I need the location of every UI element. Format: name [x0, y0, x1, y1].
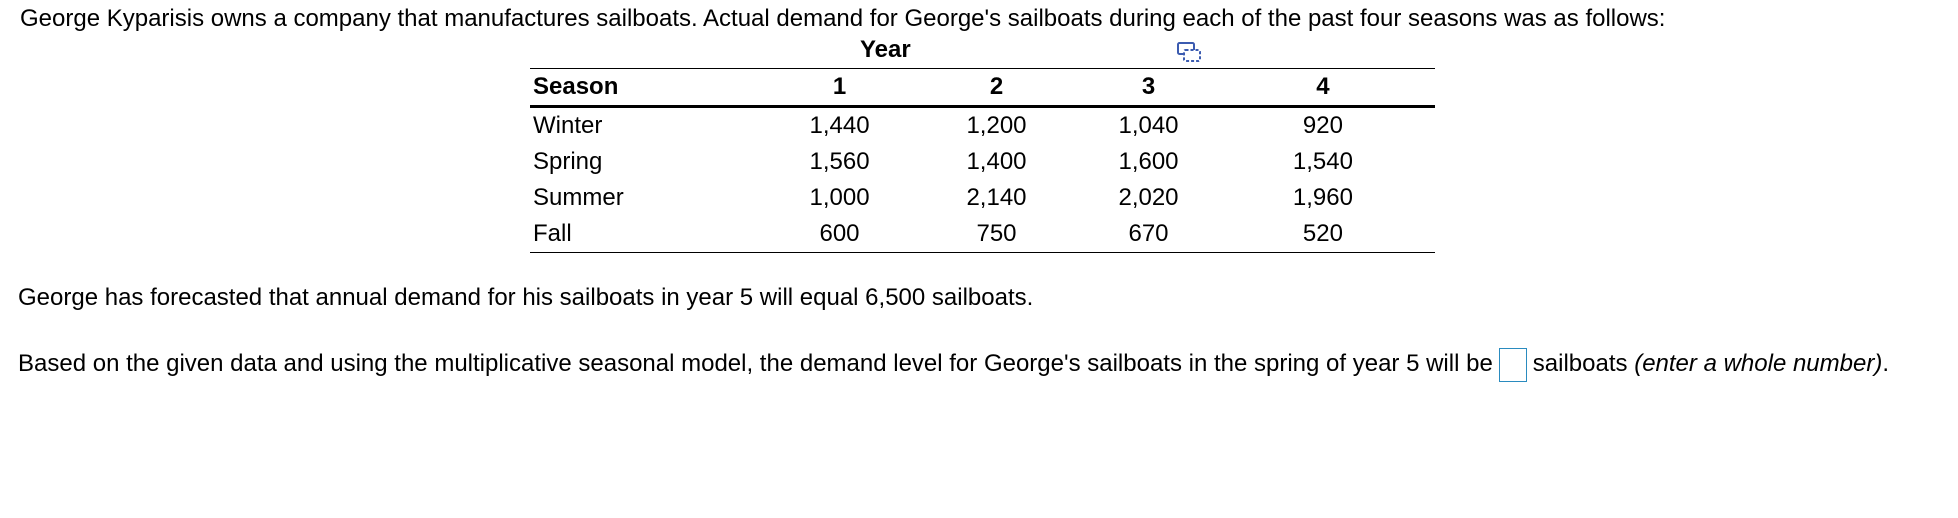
- demand-cell: 1,960: [1292, 184, 1353, 211]
- copy-data-icon[interactable]: [1177, 42, 1201, 64]
- season-cell: Spring: [533, 148, 603, 175]
- demand-cell: 750: [976, 220, 1017, 247]
- answer-input[interactable]: [1499, 348, 1527, 382]
- column-header-year-3: 3: [1141, 73, 1156, 100]
- season-cell: Winter: [533, 112, 603, 139]
- demand-cell: 1,600: [1118, 148, 1179, 175]
- demand-cell: 600: [819, 220, 860, 247]
- column-header-year-4: 4: [1316, 73, 1330, 100]
- table-row: [530, 216, 1435, 253]
- forecast-statement: George has forecasted that annual demand for his sailboats in year 5 will equal 6,500 sailboats.: [18, 284, 1034, 311]
- table-row: [530, 107, 1435, 145]
- demand-cell: 1,040: [1118, 112, 1179, 139]
- table-row: [530, 180, 1435, 216]
- demand-cell: 1,440: [809, 112, 870, 139]
- question-end: .: [1882, 350, 1889, 377]
- table-row: [530, 144, 1435, 180]
- question-prompt: Based on the given data and using the multiplicative seasonal model, the demand level for George's sailboats in the spring of year 5 will be: [18, 350, 1493, 377]
- demand-cell: 2,140: [966, 184, 1027, 211]
- demand-cell: 2,020: [1118, 184, 1179, 211]
- demand-cell: 520: [1302, 220, 1343, 247]
- season-cell: Summer: [533, 184, 624, 211]
- table-header-row: [530, 69, 1435, 107]
- column-header-year-1: 1: [832, 73, 847, 100]
- demand-cell: 1,000: [809, 184, 870, 211]
- demand-table: [530, 68, 1435, 253]
- problem-intro: George Kyparisis owns a company that manufactures sailboats. Actual demand for George's sailboats during each of the past four seasons was as follows:: [20, 5, 1666, 32]
- column-header-season: Season: [533, 73, 619, 100]
- demand-cell: 1,560: [809, 148, 870, 175]
- demand-cell: 670: [1128, 220, 1169, 247]
- question-text: [18, 345, 1958, 383]
- answer-instruction: (enter a whole number): [1634, 350, 1883, 377]
- year-heading: Year: [860, 36, 911, 63]
- demand-cell: 1,200: [966, 112, 1027, 139]
- demand-cell: 920: [1302, 112, 1343, 139]
- demand-cell: 1,400: [966, 148, 1027, 175]
- season-cell: Fall: [533, 220, 572, 247]
- answer-unit: sailboats: [1532, 350, 1628, 377]
- demand-cell: 1,540: [1292, 148, 1353, 175]
- column-header-year-2: 2: [989, 73, 1004, 100]
